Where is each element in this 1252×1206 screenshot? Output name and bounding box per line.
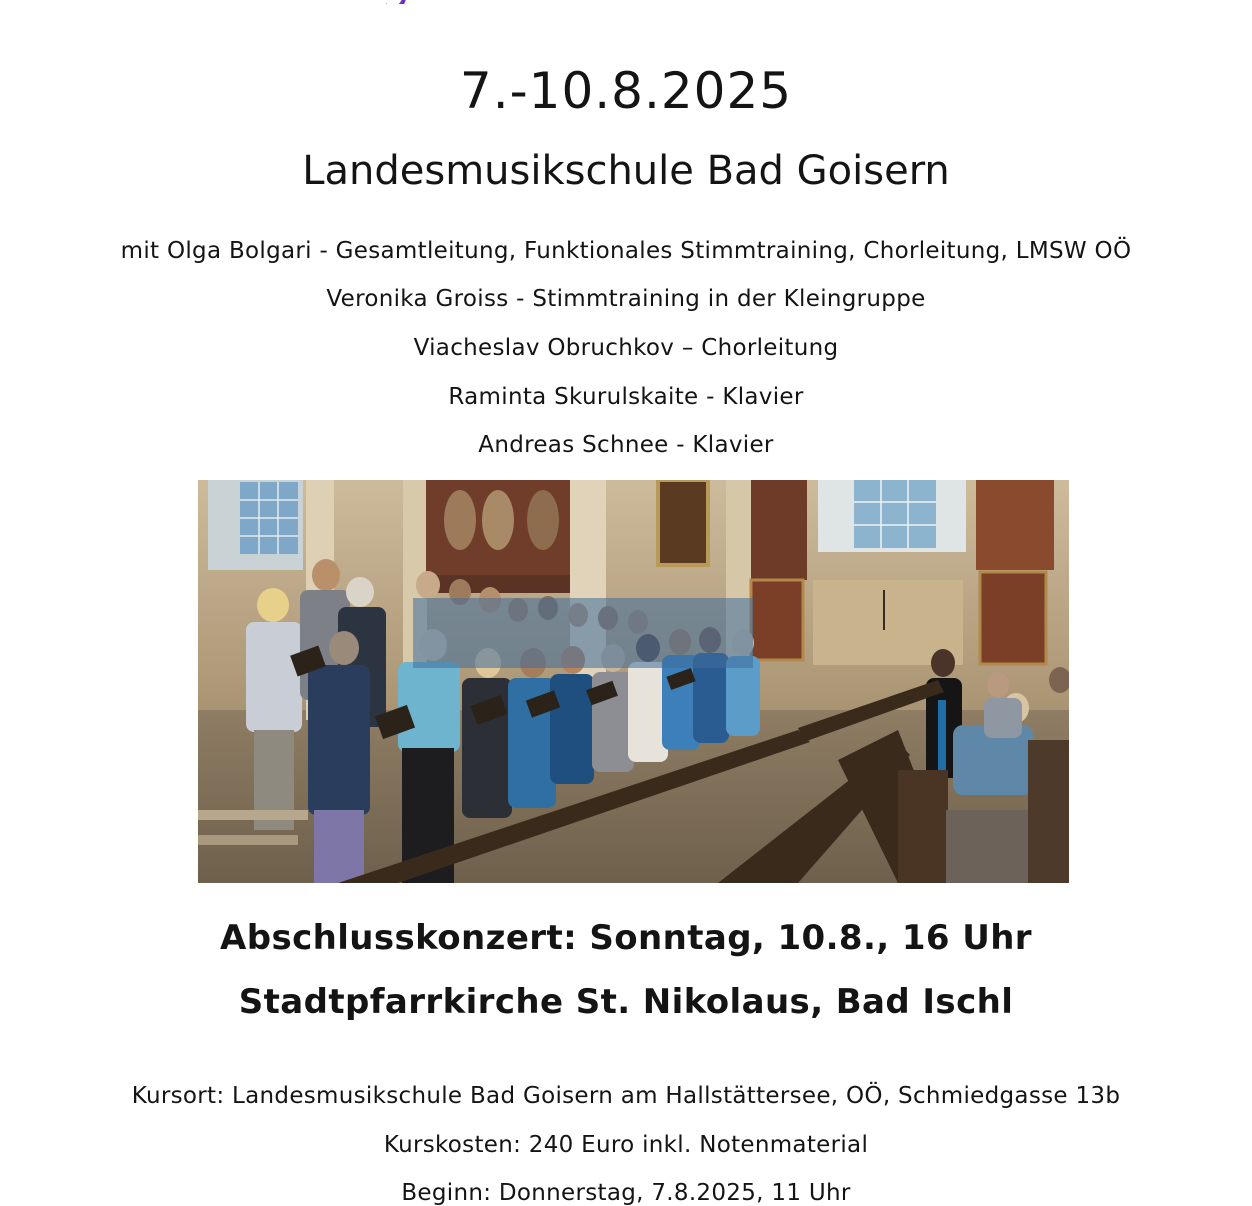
course-cost: Kurskosten: 240 Euro inkl. Notenmaterial [383, 1132, 869, 1158]
course-location: Kursort: Landesmusikschule Bad Goisern am Hallstättersee, OÖ, Schmiedgasse 13b [131, 1083, 1121, 1109]
cut-off-title-fragment [380, 0, 420, 4]
concert-location-line: Stadtpfarrkirche St. Nikolaus, Bad Ischl [238, 982, 1014, 1022]
staff-line: Veronika Groiss - Stimmtraining in der Kleingruppe [326, 286, 926, 312]
course-start: Beginn: Donnerstag, 7.8.2025, 11 Uhr [401, 1180, 851, 1206]
staff-line: Andreas Schnee - Klavier [478, 432, 774, 458]
event-date: 7.-10.8.2025 [459, 62, 793, 120]
event-venue: Landesmusikschule Bad Goisern [302, 148, 950, 194]
concert-date-line: Abschlusskonzert: Sonntag, 10.8., 16 Uhr [220, 918, 1032, 958]
staff-line: Raminta Skurulskaite - Klavier [448, 384, 804, 410]
choir-church-photo [198, 480, 1069, 883]
staff-line: mit Olga Bolgari - Gesamtleitung, Funktionales Stimmtraining, Chorleitung, LMSW OÖ [120, 238, 1132, 264]
staff-line: Viacheslav Obruchkov – Chorleitung [413, 335, 839, 361]
